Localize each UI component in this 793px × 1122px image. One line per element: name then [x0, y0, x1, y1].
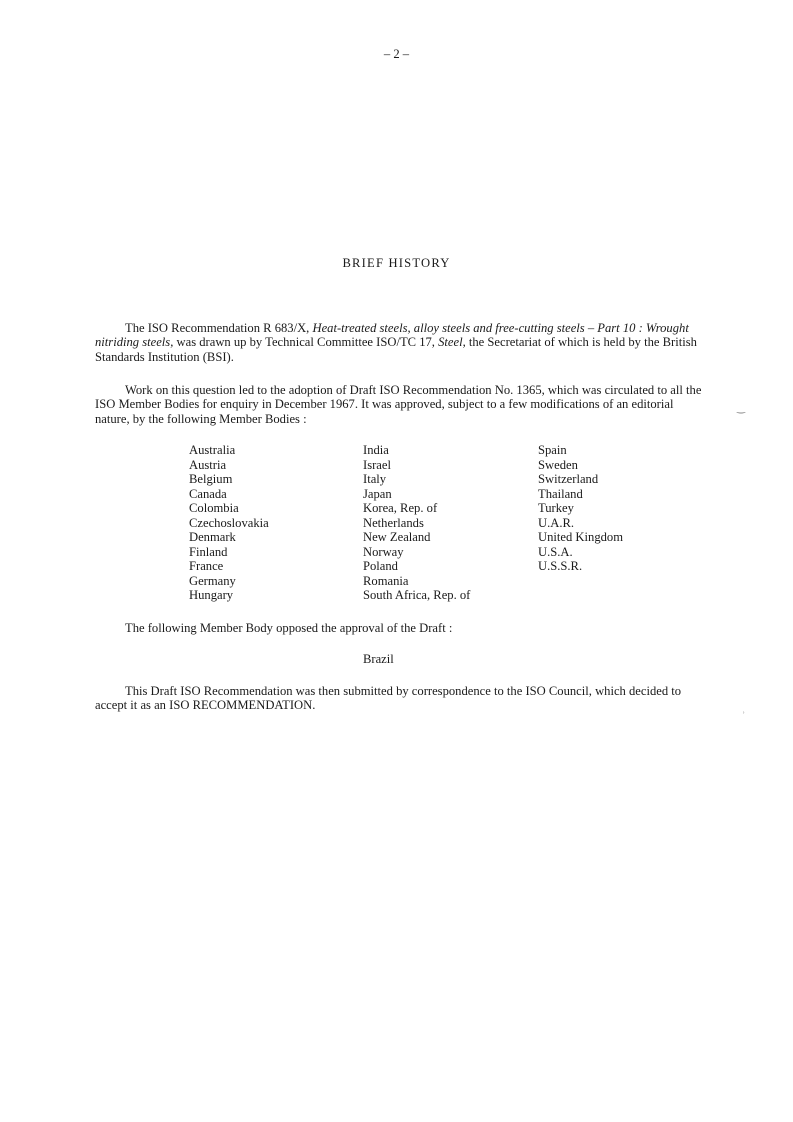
paragraph-origin — [95, 321, 705, 364]
member-body: U.S.A. — [538, 544, 573, 559]
member-body: Spain — [538, 443, 567, 457]
page-number: – 2 – — [383, 47, 410, 61]
section-heading: BRIEF HISTORY — [342, 256, 451, 270]
member-body: Japan — [363, 486, 392, 501]
member-body: United Kingdom — [538, 530, 624, 544]
scan-mark: ʾ — [742, 711, 746, 722]
paragraph-opposition: The following Member Body opposed the approval of the Draft : — [125, 621, 453, 635]
member-body: Netherlands — [363, 515, 424, 530]
member-body: Czechoslovakia — [189, 515, 269, 530]
member-bodies-column-1 — [189, 443, 269, 603]
member-body: Romania — [363, 573, 409, 588]
member-body: Korea, Rep. of — [363, 501, 438, 515]
member-body: India — [363, 443, 389, 457]
member-bodies-column-3 — [538, 443, 623, 574]
member-body: Hungary — [189, 588, 234, 602]
member-body: France — [189, 559, 224, 573]
paragraph-origin-text-2: was drawn up by Technical Committee ISO/TC 17, — [173, 335, 439, 350]
member-body: New Zealand — [363, 530, 431, 544]
member-body: South Africa, Rep. of — [363, 588, 471, 602]
paragraph-origin-text-1: The ISO Recommendation R 683/X, — [125, 321, 313, 335]
opposing-member-body: Brazil — [363, 652, 394, 666]
member-body: Italy — [363, 472, 387, 486]
member-body: Israel — [363, 457, 391, 472]
scan-mark: ‿ — [737, 403, 746, 414]
member-body: Sweden — [538, 457, 578, 472]
committee-name: Steel, — [438, 335, 466, 350]
member-body: Poland — [363, 559, 398, 573]
member-body: Norway — [363, 544, 404, 559]
member-bodies-column-2 — [363, 443, 470, 603]
member-body: Finland — [189, 544, 228, 559]
paragraph-acceptance: This Draft ISO Recommendation was then submitted by correspondence to the ISO Council, which decided to accept it as an ISO RECOMMENDATION. — [95, 684, 682, 713]
member-body: Germany — [189, 573, 236, 588]
member-body: Turkey — [538, 501, 574, 515]
member-body: Canada — [189, 486, 227, 501]
member-body: Switzerland — [538, 472, 599, 486]
member-body: Belgium — [189, 472, 233, 486]
member-body: Colombia — [189, 501, 239, 515]
member-body: U.S.S.R. — [538, 559, 583, 573]
member-body: Austria — [189, 457, 227, 472]
member-body: Denmark — [189, 530, 236, 544]
member-body: Australia — [189, 443, 236, 457]
standard-title: Heat-treated steels, alloy steels and free-cutting steels – Part 10 : Wrought nitriding steels, — [95, 321, 689, 350]
member-body: Thailand — [538, 486, 583, 501]
paragraph-approval: Work on this question led to the adoption of Draft ISO Recommendation No. 1365, which was circulated to all the ISO Member Bodies for enquiry in December 1967. It was approved, subject to a few modifications of an editorial nature, by the following Member Bodies : — [95, 383, 702, 426]
member-body: U.A.R. — [538, 515, 575, 530]
paragraph-origin-text-3: the Secretariat of which is held by the British Standards Institution (BSI). — [95, 335, 697, 364]
